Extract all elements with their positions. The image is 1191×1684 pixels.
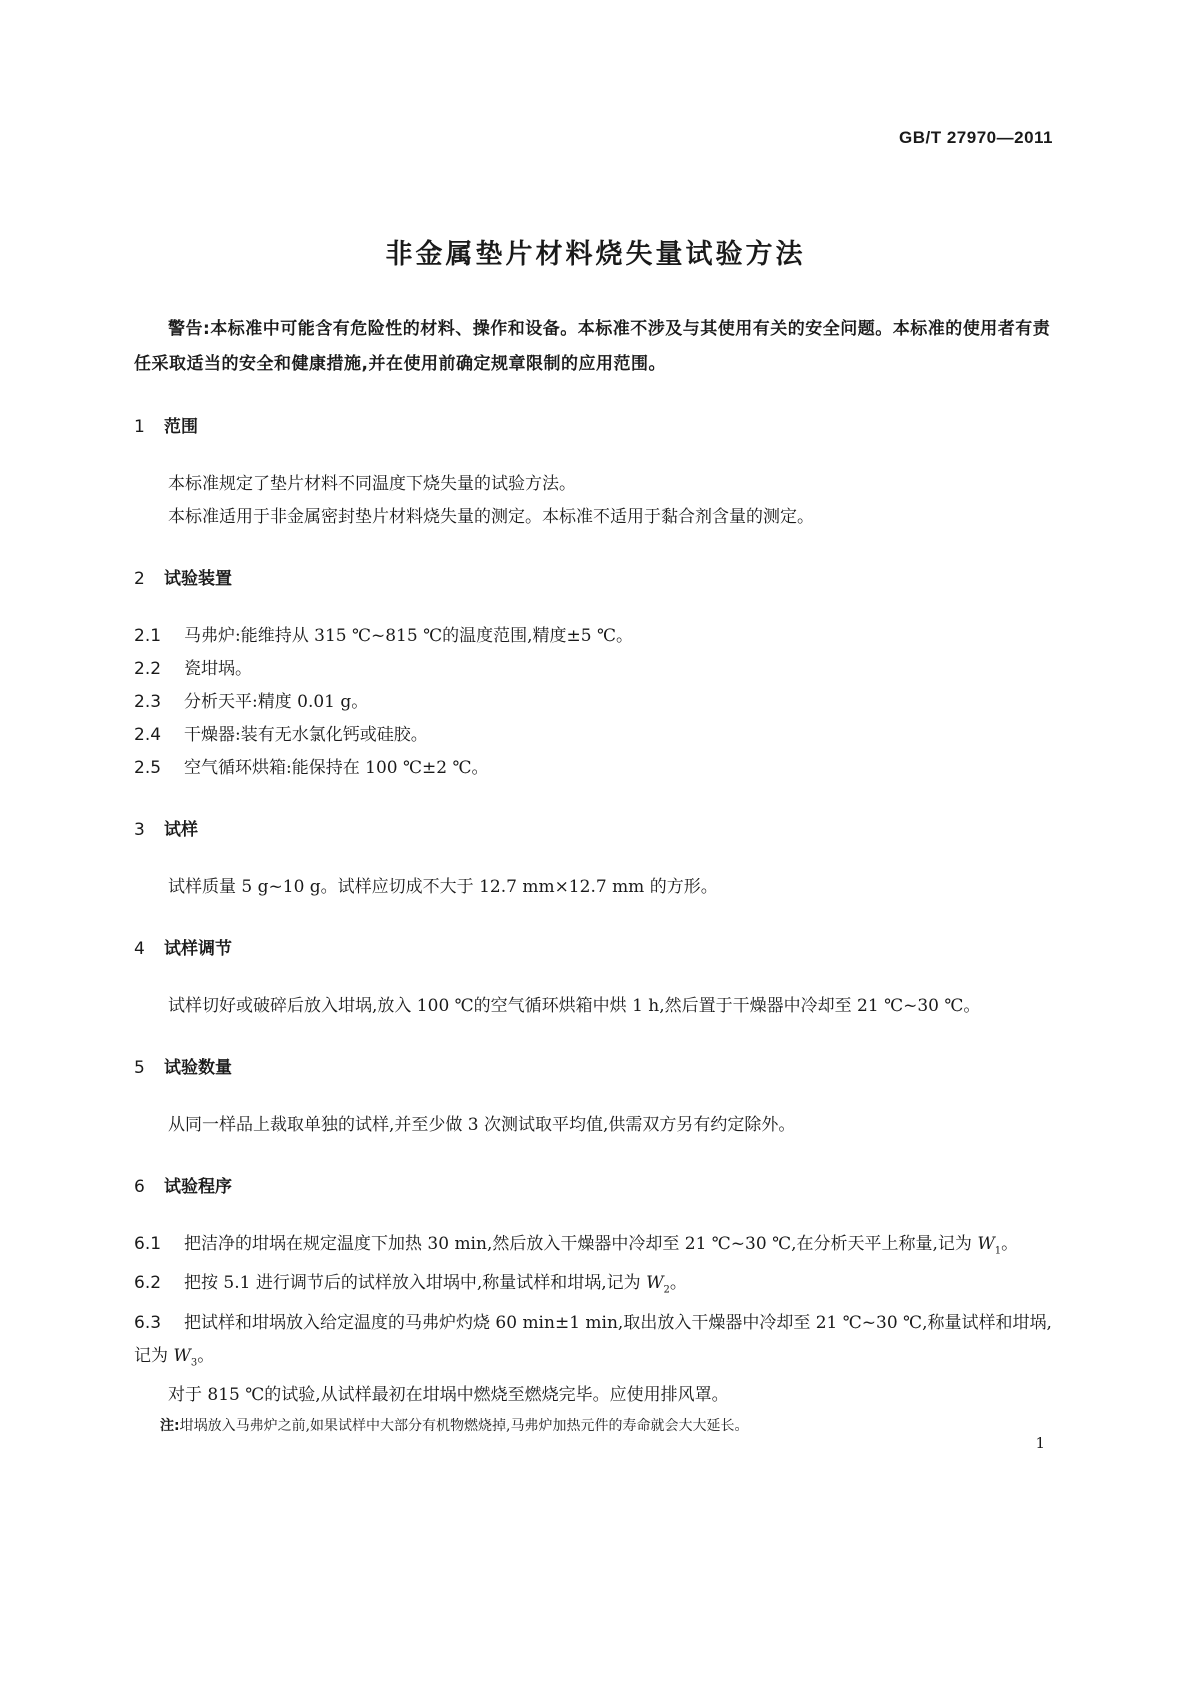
clause-number: 2.3 <box>134 692 162 712</box>
clause-text: 干燥器:装有无水氯化钙或硅胶。 <box>184 725 428 745</box>
clause-item <box>134 686 1062 719</box>
paragraph: 试样切好或破碎后放入坩埚,放入 100 ℃的空气循环烘箱中烘 1 h,然后置于干燥器中冷却至 21 ℃~30 ℃。 <box>168 996 981 1016</box>
weight-variable: W <box>977 1234 995 1254</box>
section-heading <box>134 815 1062 845</box>
clause-item <box>134 752 1062 785</box>
section-number: 2 <box>134 569 145 589</box>
clause-number: 6.3 <box>134 1312 162 1333</box>
section-heading <box>134 412 1062 442</box>
clause-item <box>134 1307 1062 1379</box>
section-scope <box>134 412 1062 534</box>
section-heading <box>134 1172 1062 1202</box>
clause-number: 2.4 <box>134 725 162 745</box>
clause-item <box>134 1267 1062 1306</box>
section-number: 5 <box>134 1058 145 1078</box>
variable-subscript: 1 <box>994 1245 1002 1257</box>
clause-end: 。 <box>1001 1234 1019 1254</box>
paragraph: 从同一样品上裁取单独的试样,并至少做 3 次测试取平均值,供需双方另有约定除外。 <box>168 1115 796 1135</box>
clause-number: 2.2 <box>134 659 162 679</box>
weight-variable: W <box>173 1345 191 1366</box>
paragraph: 试样质量 5 g~10 g。试样应切成不大于 12.7 mm×12.7 mm 的方形。 <box>168 877 718 897</box>
clause-text: 分析天平:精度 0.01 g。 <box>184 692 369 712</box>
clause-text: 瓷坩埚。 <box>184 659 252 679</box>
section-heading <box>134 1053 1062 1083</box>
clause-number: 6.1 <box>134 1234 162 1254</box>
section-heading <box>134 564 1062 594</box>
section-number: 6 <box>134 1177 145 1197</box>
section-test-quantity <box>134 1053 1062 1142</box>
section-title: 试验程序 <box>164 1177 232 1197</box>
variable-subscript: 3 <box>190 1357 198 1369</box>
note-text: 坩埚放入马弗炉之前,如果试样中大部分有机物燃烧掉,马弗炉加热元件的寿命就会大大延长。 <box>179 1418 749 1435</box>
clause-item <box>134 620 1062 653</box>
paragraph: 对于 815 ℃的试验,从试样最初在坩埚中燃烧至燃烧完毕。应使用排风罩。 <box>168 1385 729 1406</box>
paragraph: 本标准适用于非金属密封垫片材料烧失量的测定。本标准不适用于黏合剂含量的测定。 <box>168 507 814 527</box>
clause-number: 2.5 <box>134 758 162 778</box>
clause-end: 。 <box>669 1273 687 1294</box>
weight-variable: W <box>646 1273 664 1294</box>
section-title: 试验装置 <box>164 569 232 589</box>
variable-subscript: 2 <box>663 1284 670 1296</box>
clause-item <box>134 1228 1062 1267</box>
clause-text: 空气循环烘箱:能保持在 100 ℃±2 ℃。 <box>184 758 489 778</box>
section-number: 1 <box>134 417 145 437</box>
warning-paragraph: 警告:本标准中可能含有危险性的材料、操作和设备。本标准不涉及与其使用有关的安全问题。本标准的使用者有责任采取适当的安全和健康措施,并在使用前确定规章限制的应用范围。 <box>134 319 1051 374</box>
section-conditioning <box>134 934 1062 1023</box>
section-specimen <box>134 815 1062 904</box>
section-heading <box>134 934 1062 964</box>
clause-text: 把试样和坩埚放入给定温度的马弗炉灼烧 60 min±1 min,取出放入干燥器中冷却至 21 ℃~30 ℃,称量试样和坩埚,记为 <box>134 1312 1052 1366</box>
clause-number: 6.2 <box>134 1273 162 1294</box>
section-title: 试验数量 <box>164 1058 232 1078</box>
section-number: 4 <box>134 939 145 959</box>
clause-text: 把洁净的坩埚在规定温度下加热 30 min,然后放入干燥器中冷却至 21 ℃~30 ℃,在分析天平上称量,记为 <box>184 1234 978 1254</box>
clause-item <box>134 653 1062 686</box>
note <box>134 1412 1062 1440</box>
clause-end: 。 <box>197 1345 215 1366</box>
clause-text: 马弗炉:能维持从 315 ℃~815 ℃的温度范围,精度±5 ℃。 <box>184 626 633 646</box>
note-label: 注: <box>160 1418 180 1435</box>
section-number: 3 <box>134 820 145 840</box>
section-title: 试样 <box>164 820 198 840</box>
page-number: 1 <box>1035 1434 1045 1452</box>
section-title: 范围 <box>164 417 198 437</box>
clause-text: 把按 5.1 进行调节后的试样放入坩埚中,称量试样和坩埚,记为 <box>184 1273 647 1294</box>
clause-number: 2.1 <box>134 626 162 646</box>
section-procedure <box>134 1172 1062 1440</box>
section-apparatus <box>134 564 1062 785</box>
paragraph: 本标准规定了垫片材料不同温度下烧失量的试验方法。 <box>168 474 576 494</box>
clause-item <box>134 719 1062 752</box>
document-body <box>134 312 1062 1440</box>
standard-number: GB/T 27970—2011 <box>899 128 1053 147</box>
section-title: 试样调节 <box>164 939 232 959</box>
document-title: 非金属垫片材料烧失量试验方法 <box>385 239 806 270</box>
